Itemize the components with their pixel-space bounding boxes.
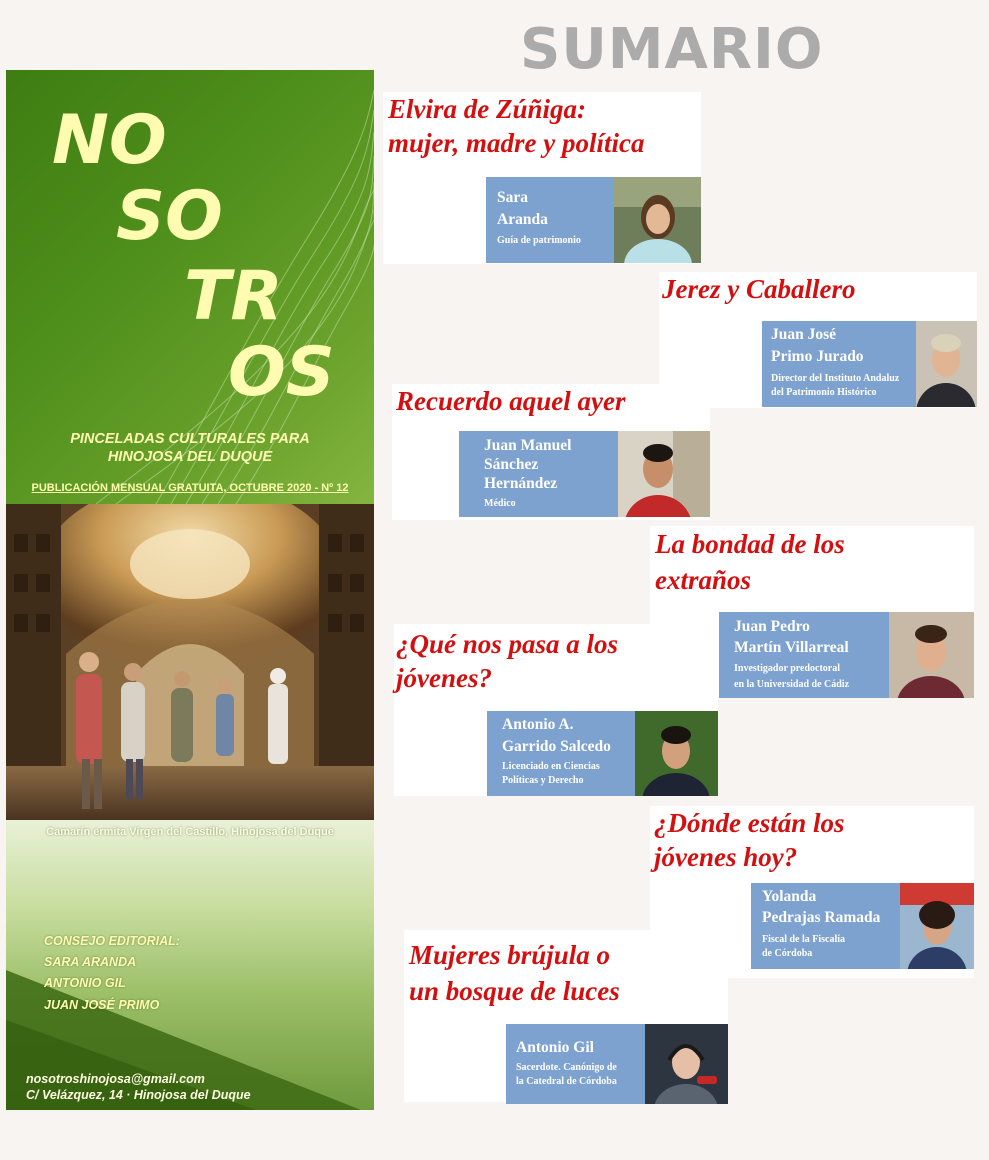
author-name: Juan Manuel bbox=[484, 437, 572, 454]
photo-caption: Camarín ermita Virgen del Castillo, Hinojosa del Duque bbox=[46, 826, 334, 838]
article-title-line: un bosque de luces bbox=[409, 976, 620, 1006]
author-name: Aranda bbox=[497, 211, 548, 228]
magazine-cover bbox=[6, 70, 374, 1110]
author-role: Director del Instituto Andaluz bbox=[771, 373, 900, 384]
subtitle-line-1: PINCELADAS CULTURALES PARA bbox=[70, 431, 310, 447]
author-role: Licenciado en Ciencias bbox=[502, 761, 600, 772]
author-role: Fiscal de la Fiscalía bbox=[762, 934, 846, 945]
author-role: en la Universidad de Cádiz bbox=[734, 679, 850, 690]
logo-line-1: NO bbox=[52, 101, 167, 180]
author-name: Antonio A. bbox=[502, 716, 574, 733]
logo-line-3: TR bbox=[184, 257, 283, 336]
author-name: Sánchez bbox=[484, 456, 539, 473]
contact-email[interactable]: nosotroshinojosa@gmail.com bbox=[26, 1072, 205, 1086]
author-name: Juan José bbox=[771, 326, 837, 343]
author-role: la Catedral de Córdoba bbox=[516, 1076, 617, 1087]
author-photo bbox=[916, 321, 977, 407]
article-title-line: Elvira de Zúñiga: bbox=[388, 94, 587, 124]
author-role: Médico bbox=[484, 498, 516, 509]
author-role: del Patrimonio Histórico bbox=[771, 387, 877, 398]
chapel-illustration bbox=[6, 504, 374, 820]
article-title-line: Jerez y Caballero bbox=[662, 274, 856, 304]
publication-info: PUBLICACIÓN MENSUAL GRATUITA, OCTUBRE 2020 - Nº 12 bbox=[31, 482, 349, 494]
author-name: Juan Pedro bbox=[734, 618, 810, 635]
author-role: Sacerdote. Canónigo de bbox=[516, 1062, 617, 1073]
author-panel bbox=[506, 1024, 645, 1104]
article-title-line: Recuerdo aquel ayer bbox=[396, 386, 626, 416]
subtitle-line-2: HINOJOSA DEL DUQUE bbox=[107, 449, 273, 465]
author-name: Sara bbox=[497, 189, 528, 206]
author-panel bbox=[459, 431, 618, 517]
article-title-line: ¿Qué nos pasa a los bbox=[396, 629, 619, 659]
author-photo bbox=[645, 1024, 728, 1104]
author-name: Garrido Salcedo bbox=[502, 738, 611, 755]
author-panel bbox=[487, 711, 635, 796]
author-name: Yolanda bbox=[762, 888, 817, 905]
article-title[interactable] bbox=[396, 627, 618, 695]
page-title: SUMARIO bbox=[520, 17, 824, 82]
logo-line-2: SO bbox=[116, 177, 223, 256]
author-photo bbox=[618, 431, 710, 517]
contact-address: C/ Velázquez, 14 · Hinojosa del Duque bbox=[26, 1088, 251, 1102]
author-role: Investigador predoctoral bbox=[734, 663, 841, 674]
author-name: Pedrajas Ramada bbox=[762, 909, 881, 926]
editorial-board-title: CONSEJO EDITORIAL: bbox=[44, 934, 180, 948]
article-title[interactable] bbox=[388, 92, 645, 160]
author-panel bbox=[719, 612, 889, 698]
author-photo bbox=[889, 612, 974, 698]
article-title-line: jóvenes? bbox=[396, 663, 492, 693]
article-title-line: jóvenes hoy? bbox=[654, 842, 798, 872]
article-title[interactable] bbox=[396, 384, 625, 418]
logo-line-4: OS bbox=[228, 333, 335, 412]
chapel-interior-photo bbox=[6, 504, 374, 820]
article-title-line: Mujeres brújula o bbox=[409, 940, 611, 970]
article-title[interactable] bbox=[654, 806, 845, 874]
editorial-member: SARA ARANDA bbox=[44, 955, 137, 969]
article-title-line: extraños bbox=[655, 565, 752, 595]
author-role: de Córdoba bbox=[762, 948, 813, 959]
cover-subtitle bbox=[6, 430, 374, 466]
author-name: Primo Jurado bbox=[771, 348, 864, 365]
author-role: Guía de patrimonio bbox=[497, 235, 581, 246]
article-title[interactable] bbox=[655, 526, 845, 598]
author-panel bbox=[751, 883, 900, 969]
author-name: Hernández bbox=[484, 475, 558, 492]
cover-masthead bbox=[6, 70, 374, 504]
author-role: Políticas y Derecho bbox=[502, 775, 584, 786]
author-photo bbox=[635, 711, 718, 796]
author-photo bbox=[900, 883, 974, 969]
author-photo bbox=[614, 177, 701, 263]
article-title-line: mujer, madre y política bbox=[388, 128, 645, 158]
author-panel bbox=[762, 321, 916, 407]
author-name: Martín Villarreal bbox=[734, 639, 849, 656]
article-title-line: ¿Dónde están los bbox=[654, 808, 845, 838]
author-name: Antonio Gil bbox=[516, 1039, 594, 1056]
cover-footer bbox=[6, 820, 374, 1110]
editorial-member: ANTONIO GIL bbox=[44, 976, 126, 990]
article-title-line: La bondad de los bbox=[655, 529, 845, 559]
article-title[interactable] bbox=[662, 272, 855, 306]
article-title[interactable] bbox=[409, 937, 620, 1009]
editorial-member: JUAN JOSÉ PRIMO bbox=[44, 998, 160, 1012]
author-panel bbox=[486, 177, 614, 263]
